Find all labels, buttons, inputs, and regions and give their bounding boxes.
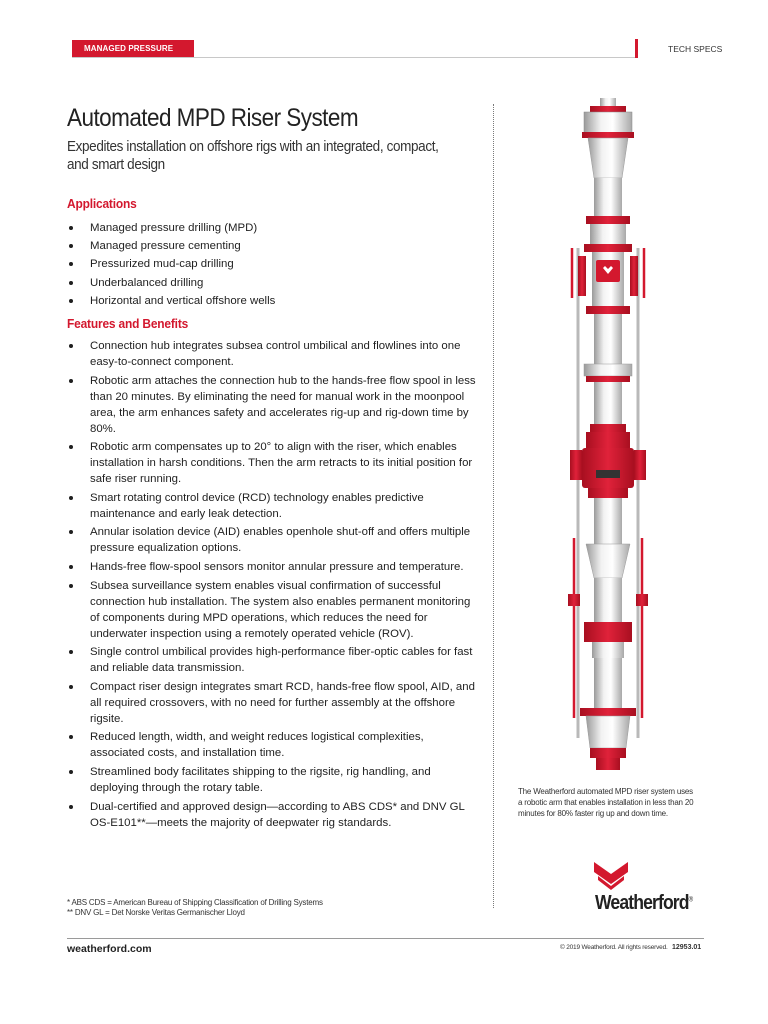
feature-item: Subsea surveillance system enables visual confirmation of successful connection hub installation. The system also enables permanent monitoring of components during MPD operations, which reduces the need for underwater inspection using a remotely operated vehicle (ROV). (67, 578, 479, 642)
features-list (67, 338, 479, 833)
logo-wordmark (595, 892, 692, 915)
application-item: Underbalanced drilling (67, 275, 479, 291)
applications-heading: Applications (67, 196, 137, 211)
page-subtitle: Expedites installation on offshore rigs with an integrated, compact, and smart design (67, 138, 439, 173)
footer-rule (67, 938, 704, 939)
application-item: Managed pressure drilling (MPD) (67, 220, 479, 236)
feature-item: Connection hub integrates subsea control umbilical and flowlines into one easy-to-connect component. (67, 338, 479, 370)
footnote-2: ** DNV GL = Det Norske Veritas Germanischer Lloyd (67, 908, 245, 917)
logo-text: Weatherford (595, 892, 689, 914)
website-link[interactable]: weatherford.com (67, 943, 152, 955)
features-heading: Features and Benefits (67, 316, 189, 331)
feature-item: Single control umbilical provides high-performance fiber-optic cables for fast and reliable data transmission. (67, 644, 479, 676)
application-item: Horizontal and vertical offshore wells (67, 293, 479, 309)
column-divider (493, 104, 494, 908)
feature-item: Compact riser design integrates smart RCD, hands-free flow spool, AID, and all required crossovers, with no need for further assembly at the offshore rigsite. (67, 679, 479, 727)
image-caption: The Weatherford automated MPD riser system uses a robotic arm that enables installation in less than 20 minutes for 80% faster rig up and down time. (518, 787, 694, 818)
riser-assembly-illustration (556, 98, 660, 778)
feature-item: Dual-certified and approved design—according to ABS CDS* and DNV GL OS-E101**—meets the majority of deepwater rig standards. (67, 799, 479, 831)
feature-item: Annular isolation device (AID) enables openhole shut-off and offers multiple pressure equalization options. (67, 524, 479, 556)
section-label: TECH SPECS (668, 44, 723, 54)
feature-item: Robotic arm compensates up to 20° to align with the riser, which enables installation in harsh conditions. Then the arm retracts to its initial position for safe riser running. (67, 439, 479, 487)
application-item: Pressurized mud-cap drilling (67, 256, 479, 272)
registered-mark: ® (688, 896, 693, 904)
feature-item: Robotic arm attaches the connection hub to the hands-free flow spool in less than 20 minutes. By eliminating the need for manual work in the moonpool area, the arm enhances safety and accelerates rig-up and rig-down time by 80%. (67, 373, 479, 437)
feature-item: Streamlined body facilitates shipping to the rigsite, rig handling, and deploying through the rotary table. (67, 764, 479, 796)
page-title: Automated MPD Riser System (67, 104, 359, 132)
feature-item: Smart rotating control device (RCD) technology enables predictive maintenance and early leak detection. (67, 490, 479, 522)
copyright-text: © 2019 Weatherford. All rights reserved. (560, 944, 668, 951)
weatherford-chevron-logo (594, 862, 628, 890)
header-tick (635, 39, 638, 58)
document-number: 12953.01 (672, 944, 702, 951)
footnote-1: * ABS CDS = American Bureau of Shipping Classification of Drilling Systems (67, 898, 323, 907)
applications-list (67, 220, 479, 311)
category-tag: MANAGED PRESSURE DRILLING (72, 40, 194, 57)
header-bar (72, 40, 638, 70)
feature-item: Hands-free flow-spool sensors monitor annular pressure and temperature. (67, 559, 479, 575)
feature-item: Reduced length, width, and weight reduces logistical complexities, associated costs, and installation time. (67, 729, 479, 761)
application-item: Managed pressure cementing (67, 238, 479, 254)
